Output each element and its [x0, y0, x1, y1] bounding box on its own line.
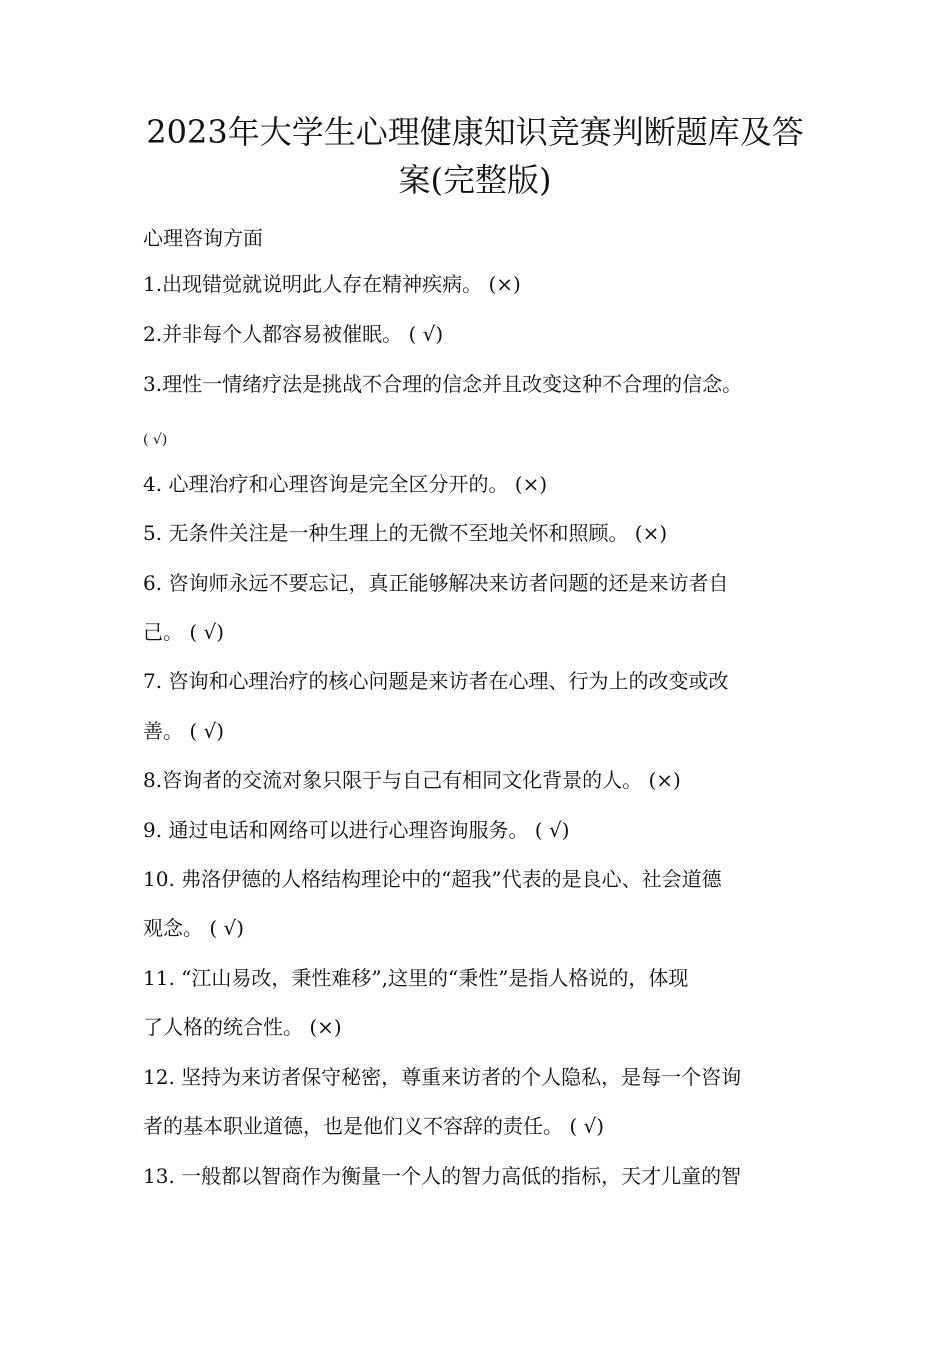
document-title — [120, 108, 830, 204]
text-line-8: 己。 ( √) — [143, 620, 225, 644]
text-line-19: 13. 一般都以智商作为衡量一个人的智力高低的指标，天才儿童的智 — [143, 1164, 742, 1188]
title-line-2: 案(完整版) — [398, 161, 552, 199]
text-line-10: 善。 ( √) — [143, 719, 225, 743]
text-line-14: 观念。 ( √) — [143, 916, 245, 940]
text-line-3: 3.理性一情绪疗法是挑战不合理的信念并且改变这种不合理的信念。 — [143, 372, 743, 396]
text-line-5: 4. 心理治疗和心理咨询是完全区分开的。 (×) — [143, 472, 548, 496]
text-line-11: 8.咨询者的交流对象只限于与自己有相同文化背景的人。 (×) — [143, 768, 681, 792]
text-line-7: 6. 咨询师永远不要忘记，真正能够解决来访者问题的还是来访者自 — [143, 571, 729, 595]
section-heading: 心理咨询方面 — [143, 226, 263, 250]
text-line-2: 2.并非每个人都容易被催眠。 ( √) — [143, 322, 444, 346]
text-line-9: 7. 咨询和心理治疗的核心问题是来访者在心理、行为上的改变或改 — [143, 669, 729, 693]
title-line-1: 2023年大学生心理健康知识竞赛判断题库及答 — [146, 113, 804, 151]
text-line-13: 10. 弗洛伊德的人格结构理论中的“超我”代表的是良心、社会道德 — [143, 867, 722, 891]
text-line-4: ( √) — [143, 432, 168, 448]
text-line-16: 了人格的统合性。 (×) — [143, 1015, 342, 1039]
text-line-12: 9. 通过电话和网络可以进行心理咨询服务。 ( √) — [143, 818, 570, 842]
text-line-18: 者的基本职业道德，也是他们义不容辞的责任。 ( √) — [143, 1114, 605, 1138]
text-line-6: 5. 无条件关注是一种生理上的无微不至地关怀和照顾。 (×) — [143, 521, 668, 545]
text-line-15: 11. “江山易改，秉性难移”,这里的“秉性”是指人格说的，体现 — [143, 966, 689, 990]
text-line-17: 12. 坚持为来访者保守秘密，尊重来访者的个人隐私，是每一个咨询 — [143, 1065, 742, 1089]
text-line-1: 1.出现错觉就说明此人存在精神疾病。 (×) — [143, 272, 521, 296]
